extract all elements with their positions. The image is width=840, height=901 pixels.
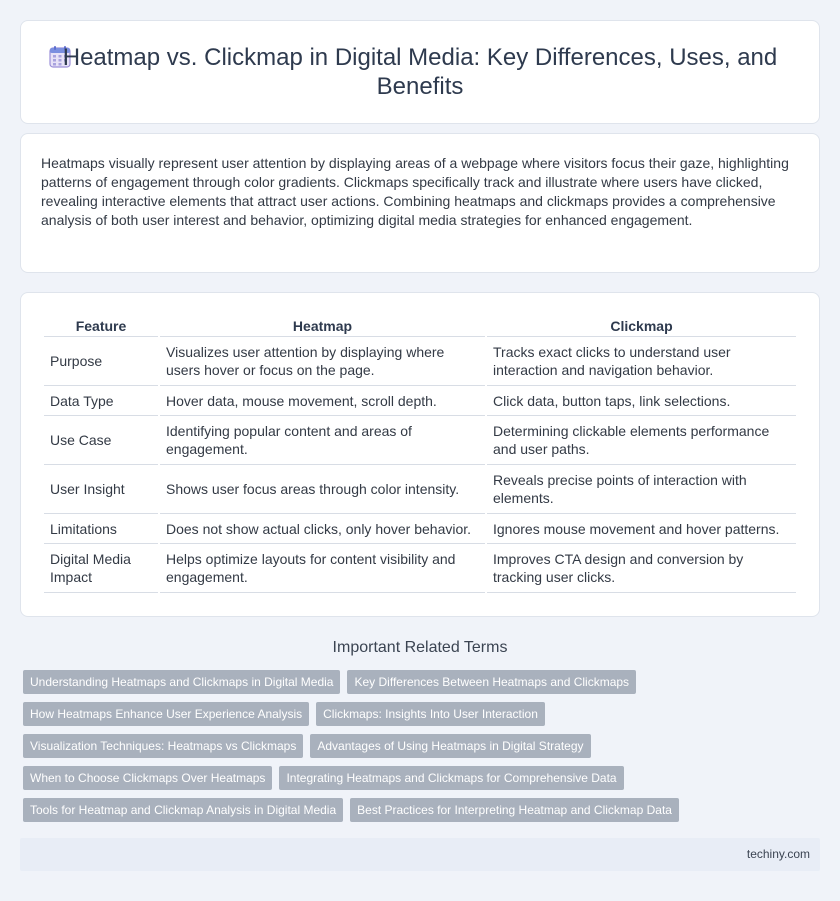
- table-row: [44, 514, 796, 544]
- related-term-tag[interactable]: Best Practices for Interpreting Heatmap and Clickmap Data: [350, 798, 679, 822]
- related-term-tag[interactable]: When to Choose Clickmaps Over Heatmaps: [23, 766, 272, 790]
- comparison-table-card: [20, 292, 820, 617]
- table-cell-clickmap: Reveals precise points of interaction with elements.: [487, 465, 796, 514]
- related-terms-title: Important Related Terms: [332, 639, 508, 656]
- related-terms-list: [23, 670, 823, 830]
- table-cell-heatmap: Shows user focus areas through color intensity.: [160, 465, 485, 514]
- table-row: [44, 386, 796, 416]
- intro-card: [20, 133, 820, 273]
- related-term-tag[interactable]: How Heatmaps Enhance User Experience Analysis: [23, 702, 309, 726]
- table-row: [44, 465, 796, 514]
- table-cell-clickmap: Click data, button taps, link selections.: [487, 386, 796, 416]
- related-term-tag[interactable]: Tools for Heatmap and Clickmap Analysis in Digital Media: [23, 798, 343, 822]
- table-cell-heatmap: Does not show actual clicks, only hover behavior.: [160, 514, 485, 544]
- related-term-tag[interactable]: Integrating Heatmaps and Clickmaps for Comprehensive Data: [279, 766, 623, 790]
- related-term-tag[interactable]: Advantages of Using Heatmaps in Digital Strategy: [310, 734, 590, 758]
- header-card: [20, 20, 820, 124]
- table-cell-clickmap: Tracks exact clicks to understand user interaction and navigation behavior.: [487, 337, 796, 386]
- table-cell-heatmap: Hover data, mouse movement, scroll depth.: [160, 386, 485, 416]
- table-cell-heatmap: Helps optimize layouts for content visibility and engagement.: [160, 544, 485, 593]
- table-cell-feature: Data Type: [44, 386, 158, 416]
- table-cell-feature: Limitations: [44, 514, 158, 544]
- table-row: [44, 337, 796, 386]
- intro-paragraph: Heatmaps visually represent user attention by displaying areas of a webpage where visitors focus their gaze, highlighting patterns of engagement through color gradients. Clickmaps specifically track and illustrate where users have clicked, revealing interactive elements that attract user actions. Combining heatmaps and clickmaps provides a comprehensive analysis of both user interest and behavior, optimizing digital media strategies for enhanced engagement.: [41, 155, 789, 228]
- table-cell-clickmap: Ignores mouse movement and hover patterns.: [487, 514, 796, 544]
- table-cell-clickmap: Determining clickable elements performance and user paths.: [487, 416, 796, 465]
- related-term-tag[interactable]: Key Differences Between Heatmaps and Clickmaps: [347, 670, 636, 694]
- table-header-clickmap: Clickmap: [487, 316, 796, 337]
- table-row: [44, 544, 796, 593]
- table-header-feature: Feature: [44, 316, 158, 337]
- related-term-tag[interactable]: Understanding Heatmaps and Clickmaps in Digital Media: [23, 670, 340, 694]
- table-row: [44, 416, 796, 465]
- table-header-heatmap: Heatmap: [160, 316, 485, 337]
- table-cell-clickmap: Improves CTA design and conversion by tracking user clicks.: [487, 544, 796, 593]
- table-cell-feature: Use Case: [44, 416, 158, 465]
- comparison-table: [42, 316, 798, 593]
- table-cell-heatmap: Visualizes user attention by displaying where users hover or focus on the page.: [160, 337, 485, 386]
- footer-site-link[interactable]: techiny.com: [746, 847, 810, 861]
- table-cell-feature: Digital Media Impact: [44, 544, 158, 593]
- related-term-tag[interactable]: Visualization Techniques: Heatmaps vs Clickmaps: [23, 734, 303, 758]
- table-cell-feature: Purpose: [44, 337, 158, 386]
- footer: [20, 838, 820, 871]
- related-term-tag[interactable]: Clickmaps: Insights Into User Interaction: [316, 702, 545, 726]
- page-title: Heatmap vs. Clickmap in Digital Media: Key Differences, Uses, and Benefits: [62, 44, 778, 100]
- table-cell-heatmap: Identifying popular content and areas of engagement.: [160, 416, 485, 465]
- table-cell-feature: User Insight: [44, 465, 158, 514]
